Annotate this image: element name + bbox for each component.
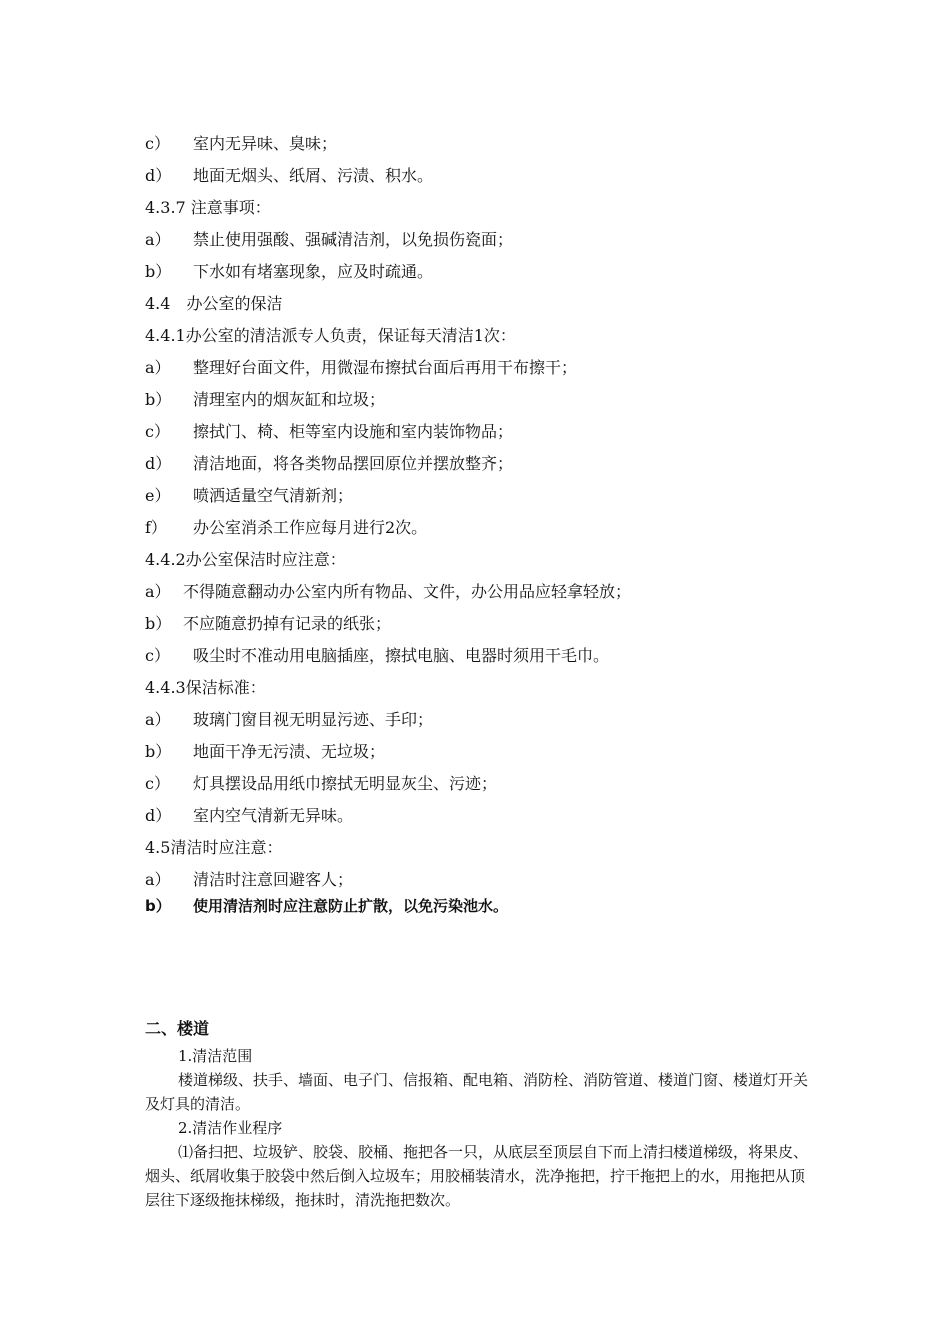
list-text: 下水如有堵塞现象，应及时疏通。: [193, 262, 434, 281]
list-text: 喷洒适量空气清新剂；: [193, 486, 354, 505]
list-item: [145, 486, 353, 506]
list-marker: e）: [145, 486, 171, 505]
list-marker: b）: [145, 742, 172, 761]
list-text: 不得随意翻动办公室内所有物品、文件，办公用品应轻拿轻放；: [183, 582, 632, 601]
list-item: [145, 582, 631, 602]
subheading: [145, 198, 271, 218]
list-marker: b）: [145, 614, 172, 633]
list-marker: f）: [145, 518, 167, 537]
list-item: [145, 870, 353, 890]
list-marker: a）: [145, 230, 171, 249]
list-text: 整理好台面文件，用微湿布擦拭台面后再用干布擦干；: [193, 358, 578, 377]
list-marker: b）: [145, 262, 172, 281]
list-text: 擦拭门、椅、柜等室内设施和室内装饰物品；: [193, 422, 514, 441]
list-item: [145, 806, 353, 826]
list-text: 清理室内的烟灰缸和垃圾；: [193, 390, 386, 409]
subheading: [145, 678, 266, 698]
subheading-text: 4.3.7 注意事项：: [145, 198, 271, 217]
list-text: 地面无烟头、纸屑、污渍、积水。: [193, 166, 434, 185]
list-text: 不应随意扔掉有记录的纸张；: [183, 614, 392, 633]
list-text: 吸尘时不准动用电脑插座，擦拭电脑、电器时须用干毛巾。: [193, 646, 610, 665]
subheading-text: 4.4 办公室的保洁: [145, 294, 283, 313]
list-marker: d）: [145, 166, 172, 185]
section-paragraph: ⑴备扫把、垃圾铲、胶袋、胶桶、拖把各一只，从底层至顶层自下而上清扫楼道梯级，将果皮、烟头、纸屑收集于胶袋中然后倒入垃圾车；用胶桶装清水，洗净拖把，拧干拖把上的水，用拖把从顶层往下逐级拖抹梯级，拖抹时，清洗拖把数次。: [145, 1143, 809, 1209]
list-marker: a）: [145, 582, 171, 601]
list-marker: d）: [145, 806, 172, 825]
list-item: [145, 454, 513, 474]
list-marker: a）: [145, 358, 171, 377]
list-marker: c）: [145, 134, 170, 153]
list-text: 使用清洁剂时应注意防止扩散，以免污染池水。: [193, 897, 509, 915]
list-item: [145, 710, 433, 730]
list-text: 清洁地面，将各类物品摆回原位并摆放整齐；: [193, 454, 514, 473]
list-marker: c）: [145, 422, 170, 441]
list-item: [145, 262, 433, 282]
list-item: [145, 358, 577, 378]
list-marker: d）: [145, 454, 172, 473]
list-item: [145, 614, 391, 634]
section-paragraph: 楼道梯级、扶手、墙面、电子门、信报箱、配电箱、消防栓、消防管道、楼道门窗、楼道灯开关及灯具的清洁。: [145, 1071, 809, 1113]
list-marker: c）: [145, 774, 170, 793]
list-text: 清洁时注意回避客人；: [193, 870, 354, 889]
subheading: [145, 294, 282, 314]
list-item: [145, 166, 433, 186]
list-text: 地面干净无污渍、无垃圾；: [193, 742, 386, 761]
list-marker: a）: [145, 870, 171, 889]
section-heading: 二、楼道: [145, 1019, 210, 1038]
subheading: [145, 550, 346, 570]
list-text: 禁止使用强酸、强碱清洁剂，以免损伤瓷面；: [193, 230, 514, 249]
list-text: 灯具摆设品用纸巾擦拭无明显灰尘、污迹；: [193, 774, 498, 793]
section-subheading: 2.清洁作业程序: [178, 1119, 283, 1137]
list-text: 玻璃门窗目视无明显污迹、手印；: [193, 710, 434, 729]
subheading-text: 4.4.1办公室的清洁派专人负责，保证每天清洁1次：: [145, 326, 516, 345]
subheading-text: 4.5清洁时应注意：: [145, 838, 283, 857]
subheading: [145, 326, 516, 346]
list-item: [145, 896, 508, 916]
list-marker: b）: [145, 897, 171, 915]
subheading-text: 4.4.3保洁标准：: [145, 678, 266, 697]
list-text: 办公室消杀工作应每月进行2次。: [193, 518, 428, 537]
list-item: [145, 134, 337, 154]
list-marker: c）: [145, 646, 170, 665]
list-item: [145, 518, 427, 538]
subheading: [145, 838, 282, 858]
list-item: [145, 422, 513, 442]
list-item: [145, 774, 497, 794]
list-marker: b）: [145, 390, 172, 409]
list-marker: a）: [145, 710, 171, 729]
list-text: 室内无异味、臭味；: [193, 134, 338, 153]
list-text: 室内空气清新无异味。: [193, 806, 354, 825]
list-item: [145, 742, 385, 762]
list-item: [145, 390, 385, 410]
list-item: [145, 646, 609, 666]
section-subheading: 1.清洁范围: [178, 1047, 253, 1065]
subheading-text: 4.4.2办公室保洁时应注意：: [145, 550, 346, 569]
list-item: [145, 230, 513, 250]
